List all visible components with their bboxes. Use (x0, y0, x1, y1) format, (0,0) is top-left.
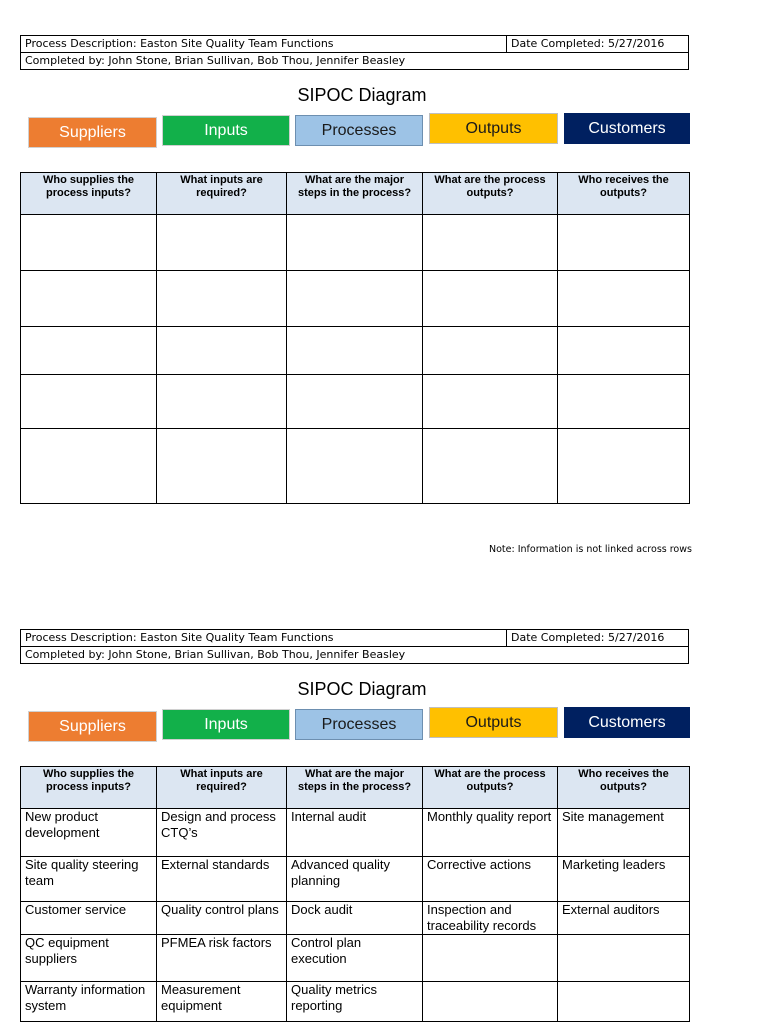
table-cell[interactable] (558, 215, 690, 271)
table-cell[interactable] (21, 327, 157, 375)
suppliers-label: Suppliers (28, 117, 157, 148)
suppliers-label: Suppliers (28, 711, 157, 742)
table-cell[interactable] (423, 215, 558, 271)
table-cell[interactable] (287, 271, 423, 327)
table-row (21, 375, 690, 429)
customer-cell[interactable]: Marketing leaders (558, 857, 690, 902)
table-cell[interactable] (287, 215, 423, 271)
table-cell[interactable] (287, 327, 423, 375)
table-cell[interactable] (21, 215, 157, 271)
sipoc-table-blank (20, 172, 690, 504)
processes-label: Processes (295, 115, 423, 146)
question-inputs: What inputs are required? (157, 173, 287, 215)
output-cell[interactable] (423, 935, 558, 982)
table-row (21, 935, 690, 982)
process-cell[interactable]: Control plan execution (287, 935, 423, 982)
supplier-cell[interactable]: QC equipment suppliers (21, 935, 157, 982)
supplier-cell[interactable]: Customer service (21, 902, 157, 935)
table-row (21, 327, 690, 375)
table-cell[interactable] (423, 327, 558, 375)
input-cell[interactable]: PFMEA risk factors (157, 935, 287, 982)
table-cell[interactable] (21, 375, 157, 429)
input-cell[interactable]: Measurement equipment (157, 982, 287, 1022)
process-cell[interactable]: Dock audit (287, 902, 423, 935)
inputs-label: Inputs (162, 709, 290, 740)
table-cell[interactable] (157, 215, 287, 271)
header-table-filled (20, 629, 689, 664)
table-cell[interactable] (157, 429, 287, 504)
table-cell[interactable] (157, 375, 287, 429)
outputs-label: Outputs (429, 707, 558, 738)
table-cell[interactable] (423, 375, 558, 429)
table-cell[interactable] (287, 429, 423, 504)
process-description: Process Description: Easton Site Quality Team Functions (21, 630, 507, 647)
table-row (21, 271, 690, 327)
page-title: SIPOC Diagram (297, 679, 427, 699)
output-cell[interactable]: Corrective actions (423, 857, 558, 902)
output-cell[interactable]: Monthly quality report (423, 809, 558, 857)
supplier-cell[interactable]: New product development (21, 809, 157, 857)
question-outputs: What are the process outputs? (423, 767, 558, 809)
output-cell[interactable] (423, 982, 558, 1022)
date-completed: Date Completed: 5/27/2016 (507, 630, 689, 647)
question-customers: Who receives the outputs? (558, 173, 690, 215)
process-description: Process Description: Easton Site Quality Team Functions (21, 36, 507, 53)
outputs-label: Outputs (429, 113, 558, 144)
supplier-cell[interactable]: Site quality steering team (21, 857, 157, 902)
table-row (21, 809, 690, 857)
question-customers: Who receives the outputs? (558, 767, 690, 809)
question-inputs: What inputs are required? (157, 767, 287, 809)
question-outputs: What are the process outputs? (423, 173, 558, 215)
note-text: Note: Information is not linked across rows (489, 544, 692, 555)
header-table-blank (20, 35, 689, 70)
table-cell[interactable] (287, 375, 423, 429)
table-row (21, 902, 690, 935)
customer-cell[interactable]: Site management (558, 809, 690, 857)
process-cell[interactable]: Quality metrics reporting (287, 982, 423, 1022)
output-cell[interactable]: Inspection and traceability records (423, 902, 558, 935)
question-processes: What are the major steps in the process? (287, 767, 423, 809)
table-cell[interactable] (21, 271, 157, 327)
processes-label: Processes (295, 709, 423, 740)
table-cell[interactable] (157, 327, 287, 375)
date-completed: Date Completed: 5/27/2016 (507, 36, 689, 53)
table-cell[interactable] (558, 271, 690, 327)
table-cell[interactable] (157, 271, 287, 327)
table-cell[interactable] (558, 429, 690, 504)
question-suppliers: Who supplies the process inputs? (21, 767, 157, 809)
table-cell[interactable] (558, 375, 690, 429)
customers-label: Customers (564, 113, 690, 144)
sipoc-table-filled (20, 766, 690, 1022)
process-cell[interactable]: Advanced quality planning (287, 857, 423, 902)
table-cell[interactable] (21, 429, 157, 504)
input-cell[interactable]: Design and process CTQ’s (157, 809, 287, 857)
inputs-label: Inputs (162, 115, 290, 146)
table-row (21, 857, 690, 902)
table-cell[interactable] (558, 327, 690, 375)
table-row (21, 215, 690, 271)
table-cell[interactable] (423, 271, 558, 327)
table-row (21, 982, 690, 1022)
table-row (21, 429, 690, 504)
question-processes: What are the major steps in the process? (287, 173, 423, 215)
customers-label: Customers (564, 707, 690, 738)
customer-cell[interactable] (558, 982, 690, 1022)
input-cell[interactable]: External standards (157, 857, 287, 902)
supplier-cell[interactable]: Warranty information system (21, 982, 157, 1022)
customer-cell[interactable] (558, 935, 690, 982)
customer-cell[interactable]: External auditors (558, 902, 690, 935)
completed-by: Completed by: John Stone, Brian Sullivan, Bob Thou, Jennifer Beasley (21, 647, 689, 664)
completed-by: Completed by: John Stone, Brian Sullivan, Bob Thou, Jennifer Beasley (21, 53, 689, 70)
input-cell[interactable]: Quality control plans (157, 902, 287, 935)
table-cell[interactable] (423, 429, 558, 504)
process-cell[interactable]: Internal audit (287, 809, 423, 857)
page-title: SIPOC Diagram (297, 85, 427, 105)
question-suppliers: Who supplies the process inputs? (21, 173, 157, 215)
